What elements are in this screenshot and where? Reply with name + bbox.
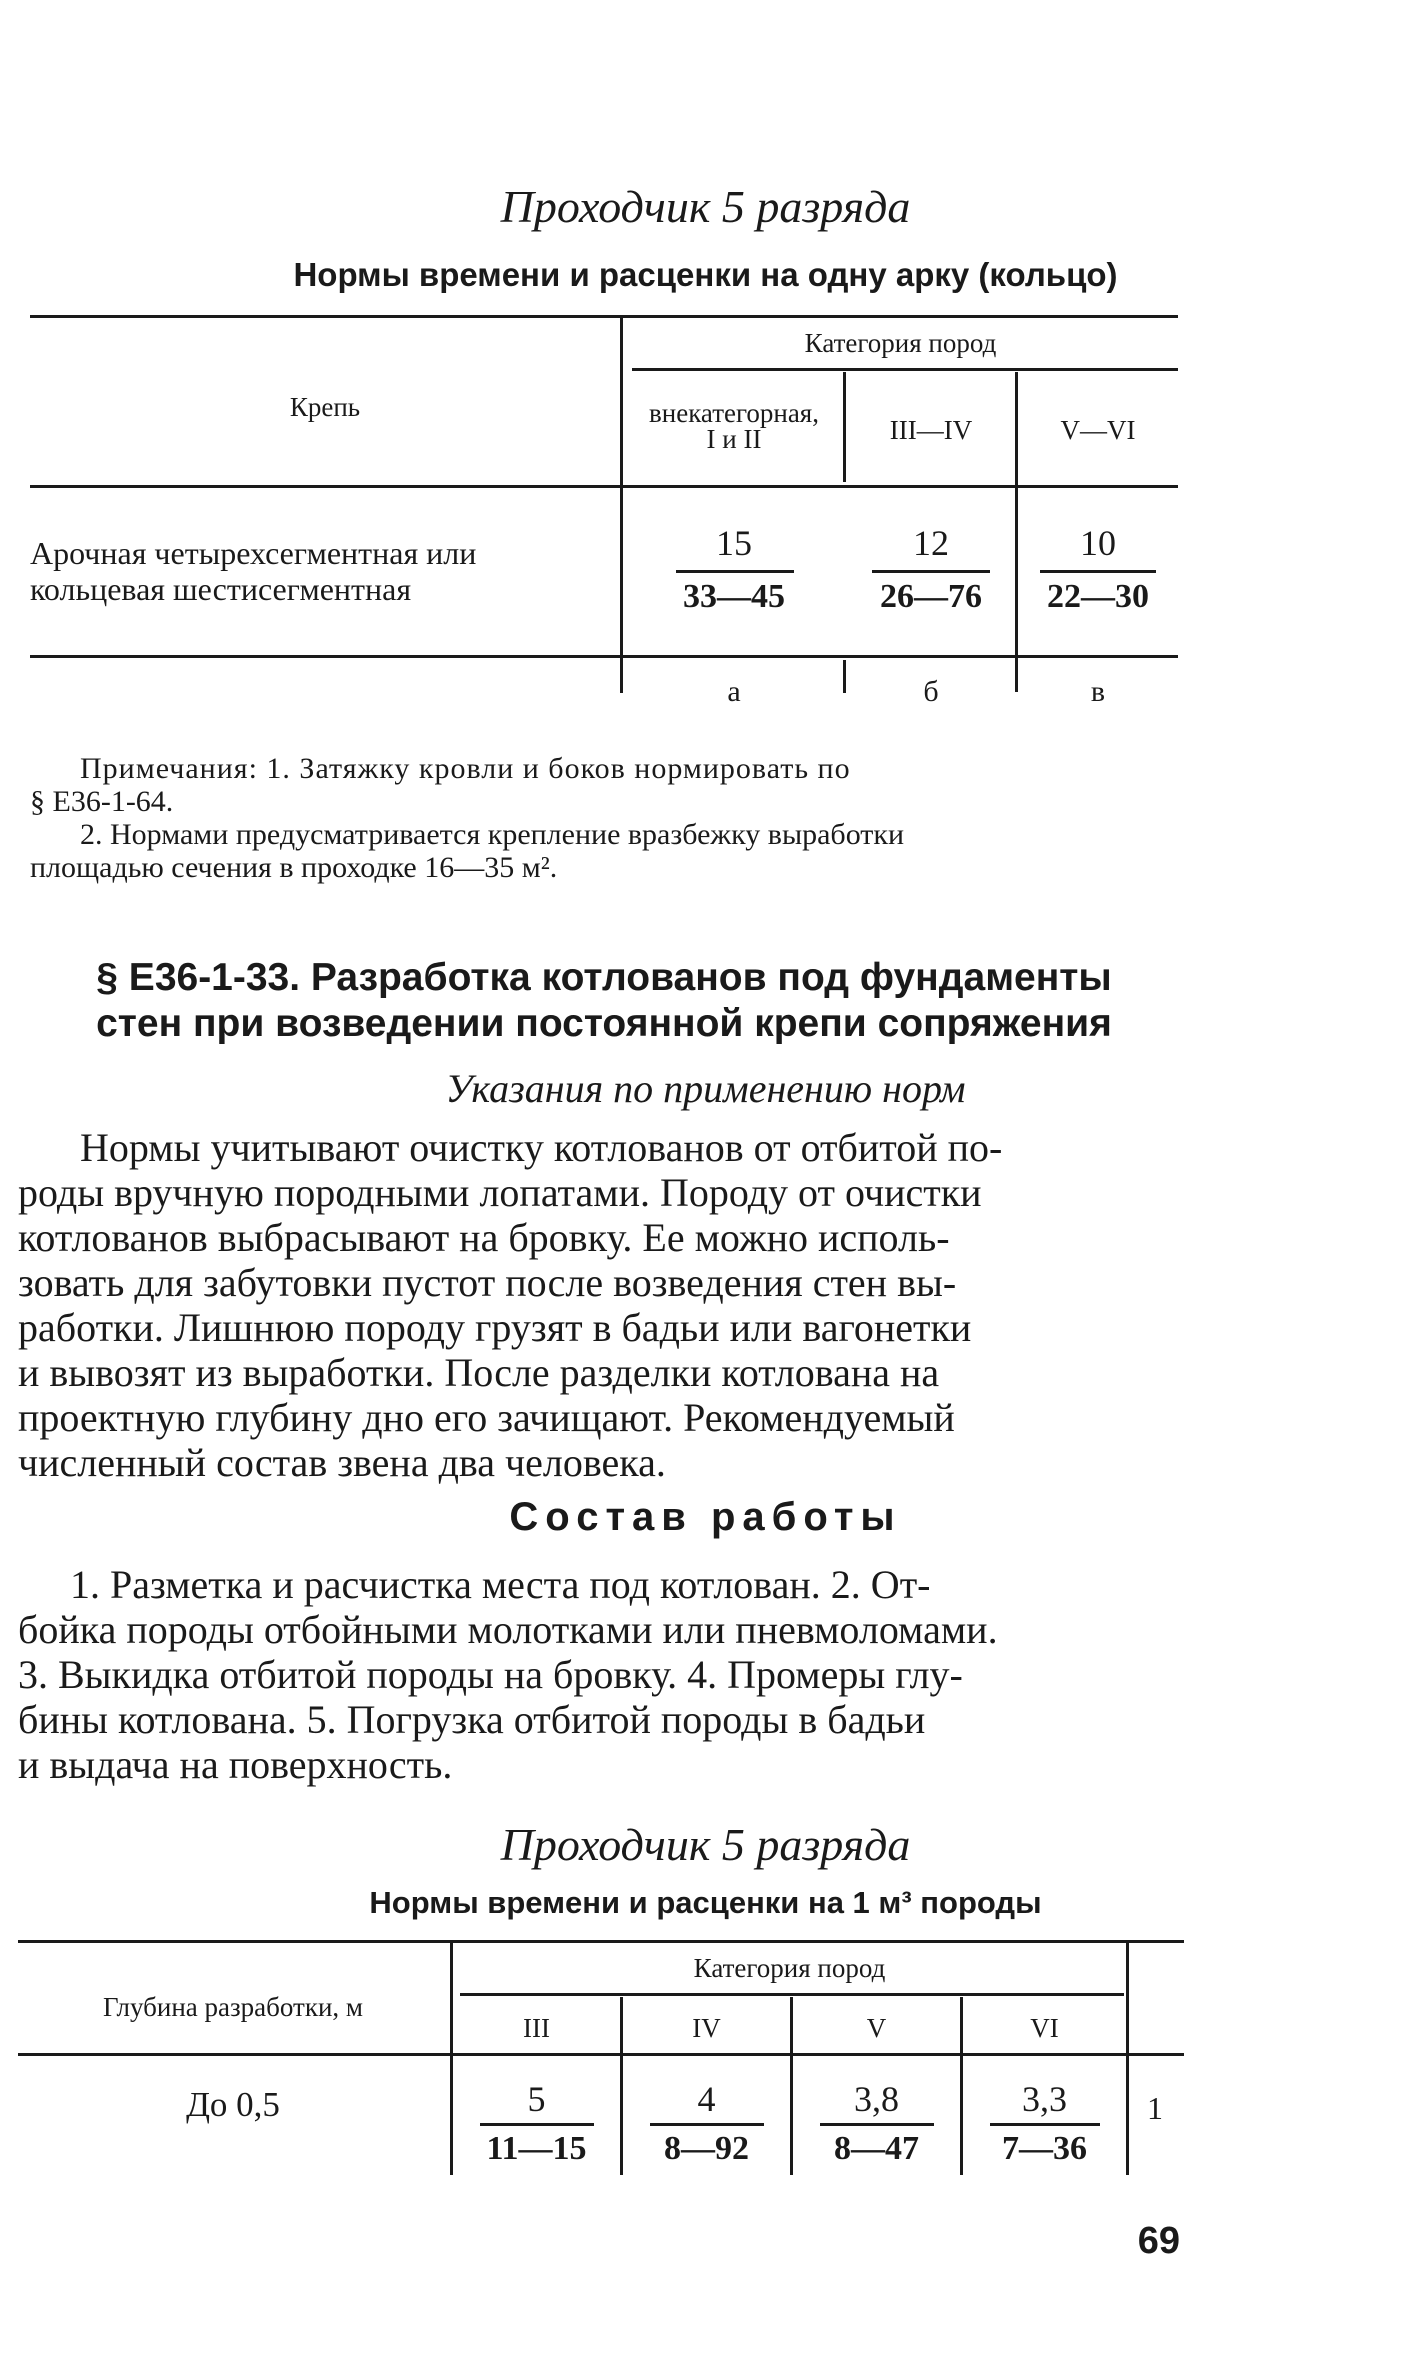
cell-rate: 11—15 (486, 2130, 587, 2167)
worker-title-2: Проходчик 5 разряда (500, 1819, 911, 1870)
table-header-depth: Глубина разработки, м (102, 1992, 364, 2022)
table-rule (30, 315, 1178, 318)
row-label-depth: До 0,5 (186, 2085, 280, 2124)
row-label-arch: Арочная четырехсегментная или кольцевая шестисегментная (30, 535, 477, 607)
cell-norm: 4 (697, 2079, 716, 2119)
table-rule (18, 2053, 1184, 2056)
table-rule (18, 1940, 1184, 1943)
table-title-2: Нормы времени и расценки на 1 м³ породы (369, 1885, 1042, 1920)
col-header-v: V (866, 2013, 887, 2043)
table-notes: Примечания: 1. Затяжку кровли и боков нормировать по § Е36-1-64. 2. Нормами предусматривается крепление вразбежку выработки площадью сечения в проходке 16—35 м². (30, 752, 905, 884)
cell-norm: 3,3 (1022, 2079, 1067, 2119)
guidance-subheading: Указания по применению норм (445, 1066, 966, 1111)
table-header-krep: Крепь (289, 392, 361, 422)
fraction-bar (1040, 570, 1156, 573)
fraction-bar (480, 2123, 594, 2126)
worker-title-1: Проходчик 5 разряда (500, 181, 911, 232)
table-divider (1126, 1943, 1129, 2175)
cell-rate: 33—45 (683, 578, 785, 615)
fraction-bar (872, 570, 990, 573)
cell-norm: 5 (527, 2079, 546, 2119)
col-letter-b: б (923, 675, 939, 708)
table-rule (460, 1993, 1124, 1996)
section-heading: § Е36-1-33. Разработка котлованов под фундаменты стен при возведении постоянной крепи сопряжения (96, 956, 1112, 1045)
work-heading: Состав работы (509, 1495, 902, 1539)
cell-rate: 8—47 (834, 2130, 919, 2167)
col-header-1: внекатегорная, I и II (649, 398, 819, 454)
table-rule (30, 485, 1178, 488)
col-header-3: V—VI (1060, 415, 1136, 445)
category-header: Категория пород (693, 1953, 886, 1983)
col-letter-v: в (1090, 675, 1106, 708)
fraction-bar (650, 2123, 764, 2126)
cell-rate: 8—92 (664, 2130, 749, 2167)
cell-norm: 12 (913, 523, 949, 563)
col-header-2: III—IV (889, 415, 973, 445)
cell-rate: 22—30 (1047, 578, 1149, 615)
fraction-bar (676, 570, 794, 573)
guidance-paragraph: Нормы учитывают очистку котлованов от отбитой по- роды вручную породными лопатами. Породу от очистки котлованов выбрасывают на бровку. Ее можно исполь- зовать для забутовки пустот после возведения стен вы- работки. Лишнюю породу грузят в бадьи или вагонетки и вывозят из выработки. После разделки котлована на проектную глубину дно его зачищают. Рекомендуемый численный состав звена два человека. (18, 1125, 1003, 1485)
fraction-bar (990, 2123, 1100, 2126)
col-header-vi: VI (1030, 2013, 1059, 2043)
category-header: Категория пород (804, 328, 997, 358)
col-letter-a: а (727, 675, 741, 708)
cell-norm: 3,8 (854, 2079, 899, 2119)
cell-norm: 10 (1080, 523, 1116, 563)
row-number: 1 (1147, 2090, 1163, 2126)
cell-rate: 26—76 (880, 578, 982, 615)
work-list: 1. Разметка и расчистка места под котлован. 2. От- бойка породы отбойными молотками или пневмоломами. 3. Выкидка отбитой породы на бровку. 4. Промеры глу- бины котлована. 5. Погрузка отбитой породы в бадьи и выдача на поверхность. (18, 1562, 998, 1787)
page-number: 69 (1137, 2220, 1180, 2262)
col-header-iii: III (523, 2013, 550, 2043)
col-header-iv: IV (692, 2013, 721, 2043)
table-title-1: Нормы времени и расценки на одну арку (кольцо) (293, 256, 1118, 293)
cell-norm: 15 (716, 523, 752, 563)
table-rule (632, 368, 1178, 371)
cell-rate: 7—36 (1002, 2130, 1087, 2167)
fraction-bar (820, 2123, 934, 2126)
table-divider (620, 318, 623, 693)
table-rule (30, 655, 1178, 658)
